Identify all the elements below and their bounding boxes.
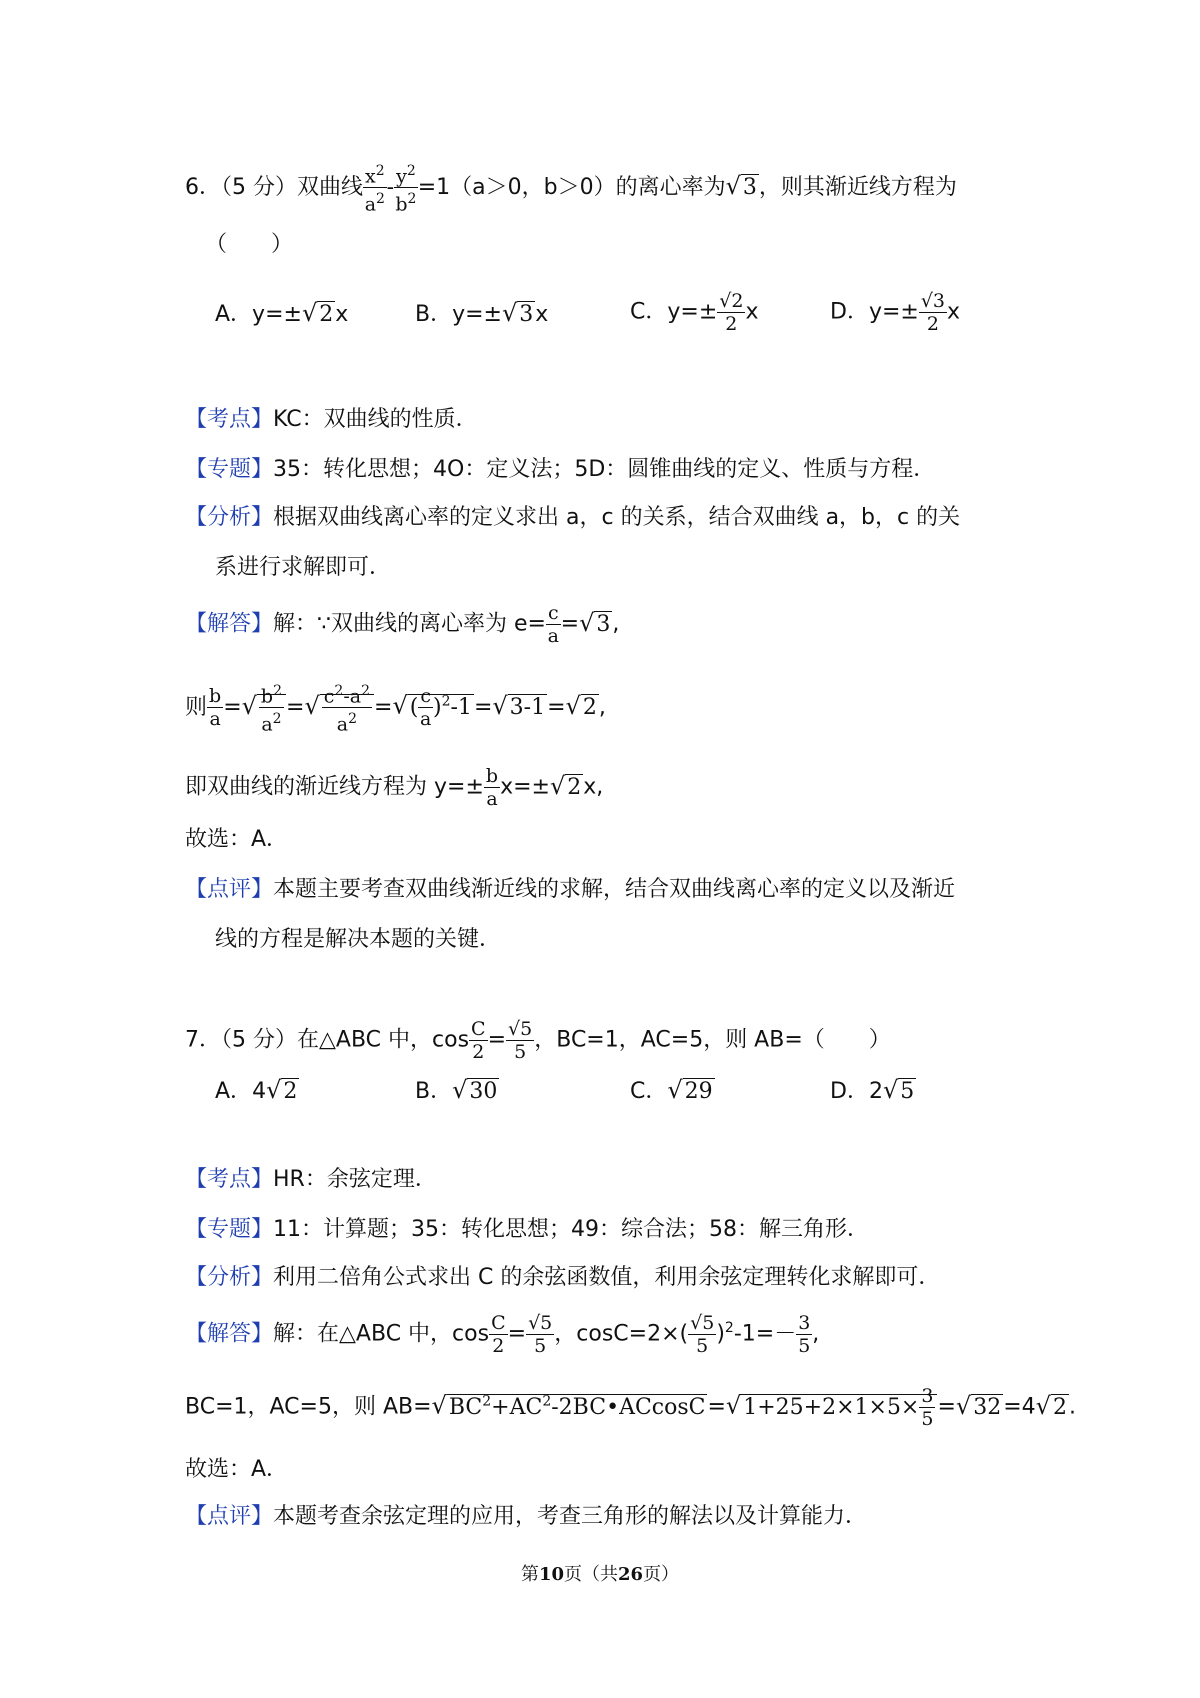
q6-fenxi [185,503,960,533]
kaodian-text: KC：双曲线的性质． [273,407,478,432]
q7-prefix: 7．（5 分）在△ABC 中，cos [185,1027,470,1053]
kaodian-tag: 【考点】 [185,1167,274,1192]
q7-option-d: D．2√5 [830,1076,915,1104]
q6-paren: （ ） [205,232,294,257]
zhuanti-text: 35：转化思想；4O：定义法；5D：圆锥曲线的定义、性质与方程． [273,457,936,482]
fenxi-text: 根据双曲线离心率的定义求出 a，c 的关系，结合双曲线 a，b，c 的关 [273,505,961,530]
footer-post: 页） [643,1564,680,1585]
footer-mid: 页（共 [564,1564,618,1585]
q7-kaodian [185,1165,437,1195]
kaodian-tag: 【考点】 [185,407,274,432]
option-c-label: C．y=± [630,299,718,325]
dianping-tag: 【点评】 [185,877,274,902]
page-total: 26 [618,1564,644,1585]
dianping-text: 本题主要考查双曲线渐近线的求解，结合双曲线离心率的定义以及渐近 [273,877,956,902]
jieda-text-b: ，cosC=2× [554,1321,680,1347]
q7-suffix: ，BC=1，AC=5，则 AB=（ ） [534,1027,891,1053]
q7-jieda: 【解答】解：在△ABC 中，cos $\frac{C}{2}$ = $\frac{√5}{5}$ ，cosC=2×( $\frac{√5}{5}$ )$^2$-1=－ $\frac{3}{5}$ , [185,1312,820,1357]
option-a-label: A． [215,1079,253,1104]
q7-guxuan: 故选：A． [185,1457,289,1482]
frac-x2-a2: $\frac{x^2}{a^2}$ [363,160,387,216]
fenxi-tag: 【分析】 [185,505,274,530]
jieda-tag: 【解答】 [185,611,274,637]
q6-ji-line: 即双曲线的渐近线方程为 y=± $\frac{b}{a}$ x=±√2x, [185,765,604,810]
option-b-label: B．y=± [415,302,502,327]
q6-guxuan: 故选：A． [185,827,289,852]
zhuanti-tag: 【专题】 [185,457,274,482]
page-number: 10 [538,1564,564,1585]
q6-jieda: 【解答】解：∵双曲线的离心率为 e= $\frac{c}{a}$ =√3, [185,602,620,647]
q7-stem: 7．（5 分）在△ABC 中，cos $\frac{C}{2}$ = $\frac{√5}{5}$ ，BC=1，AC=5，则 AB=（ ） [185,1018,891,1063]
ze-label: 则 [185,694,208,720]
option-d-label: D． [830,1079,869,1104]
zhuanti-text: 11：计算题；35：转化思想；49：综合法；58：解三角形． [273,1217,869,1242]
fenxi-text: 利用二倍角公式求出 C 的余弦函数值，利用余弦定理转化求解即可． [273,1265,941,1290]
option-d-label: D．y=± [830,299,919,325]
zhuanti-tag: 【专题】 [185,1217,274,1242]
q6-dianping-cont: 线的方程是解决本题的关键． [215,927,502,952]
fenxi-tag: 【分析】 [185,1265,274,1290]
kaodian-text: HR：余弦定理． [273,1167,437,1192]
ab-text: BC=1，AC=5，则 AB= [185,1394,432,1420]
q7-option-a: A．4√2 [215,1076,298,1104]
dianping-text: 本题考查余弦定理的应用，考查三角形的解法以及计算能力． [273,1504,868,1529]
q7-option-b: B．√30 [415,1076,498,1104]
q6-zhuanti [185,455,935,485]
q6-fenxi-cont: 系进行求解即可． [215,555,392,580]
ji-text: 即双曲线的渐近线方程为 y=± [185,774,484,800]
footer-pre: 第 [520,1564,539,1585]
q6-stem: 6．（5 分）双曲线 $\frac{x^2}{a^2}$ - $\frac{y^2}{b^2}$ =1（a＞0，b＞0）的离心率为√3，则其渐近线方程为 [185,160,957,216]
jieda-tag: 【解答】 [185,1321,274,1347]
q6-option-d: D．y=± $\frac{√3}{2}$ x [830,290,961,335]
q6-eq-part: =1（a＞0，b＞0）的离心率为 [417,174,726,200]
q6-option-a: A．y=±√2x [215,299,349,327]
q7-ab-line: BC=1，AC=5，则 $AB=√BC^2+AC^2-2BC•ACcosC=√1+25+2\times 1\times 5\times$ $\frac{3}{5}$ =√32=4√2. [185,1385,1076,1430]
page-footer [0,1560,1200,1586]
option-a-label: A．y=± [215,302,302,327]
q6-option-c: C．y=± $\frac{√2}{2}$ x [630,290,759,335]
q6-prefix: 6．（5 分）双曲线 [185,174,363,200]
q7-fenxi [185,1263,940,1293]
sqrt-3: √3 [725,171,757,200]
frac-y2-b2: $\frac{y^2}{b^2}$ [394,160,418,216]
dianping-tag: 【点评】 [185,1504,274,1529]
q6-option-b: B．y=±√3x [415,299,549,327]
q6-kaodian [185,405,478,435]
jieda-text: 解：∵双曲线的离心率为 e= [273,611,546,637]
q7-dianping [185,1502,867,1532]
q7-option-c: C．√29 [630,1076,713,1104]
q6-suffix: ，则其渐近线方程为 [758,174,957,200]
q6-ze-line: 则 $\frac{b}{a}$ =√ $\frac{b^2}{a^2}$ =√ $\frac{c^2-a^2}{a^2}$ =√( $\frac{c}{a}$ )$^2$-1=√3-1=√2, [185,680,606,736]
option-b-label: B． [415,1079,453,1104]
jieda-text: 解：在△ABC 中，cos [273,1321,490,1347]
q7-zhuanti [185,1215,869,1245]
option-c-label: C． [630,1079,668,1104]
q6-dianping [185,875,955,905]
